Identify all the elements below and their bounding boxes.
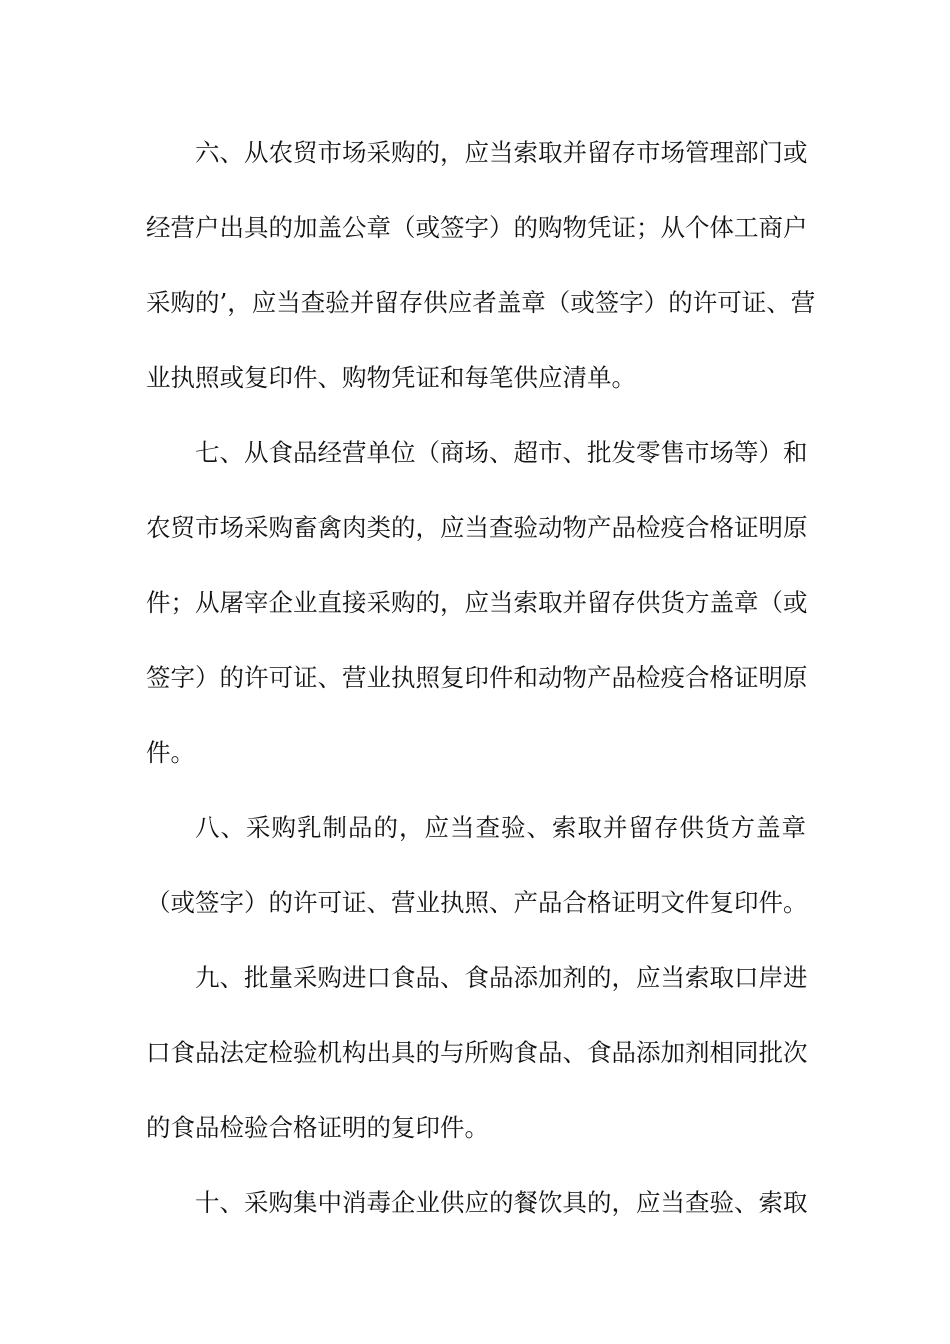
paragraph-7-line-1: 七、从食品经营单位（商场、超市、批发零售市场等）和: [195, 438, 808, 467]
paragraph-9-line-1: 九、批量采购进口食品、食品添加剂的，应当索取口岸进: [195, 963, 808, 992]
paragraph-10-line-1: 十、采购集中消毒企业供应的餐饮具的，应当查验、索取: [195, 1188, 808, 1217]
paragraph-6-line-1: 六、从农贸市场采购的，应当索取并留存市场管理部门或: [195, 138, 808, 167]
paragraph-6-line-4: 业执照或复印件、购物凭证和每笔供应清单。: [146, 363, 636, 392]
paragraph-7-line-3: 件；从屠宰企业直接采购的，应当索取并留存供货方盖章（或: [146, 588, 808, 617]
paragraph-8-line-2: （或签字）的许可证、营业执照、产品合格证明文件复印件。: [146, 888, 808, 917]
paragraph-9-line-2: 口食品法定检验机构出具的与所购食品、食品添加剂相同批次: [146, 1038, 808, 1067]
paragraph-7-line-2: 农贸市场采购畜禽肉类的，应当查验动物产品检疫合格证明原: [146, 513, 808, 542]
paragraph-8-line-1: 八、采购乳制品的，应当查验、索取并留存供货方盖章: [195, 813, 806, 842]
paragraph-6-line-3: 采购的’，应当查验并留存供应者盖章（或签字）的许可证、营: [146, 288, 816, 317]
paragraph-9-line-3: 的食品检验合格证明的复印件。: [146, 1113, 489, 1142]
paragraph-7-line-5: 件。: [146, 738, 195, 767]
document-body: [146, 132, 816, 1257]
paragraph-7-line-4: 签字）的许可证、营业执照复印件和动物产品检疫合格证明原: [146, 663, 808, 692]
paragraph-6-line-2: 经营户出具的加盖公章（或签字）的购物凭证；从个体工商户: [146, 213, 808, 242]
